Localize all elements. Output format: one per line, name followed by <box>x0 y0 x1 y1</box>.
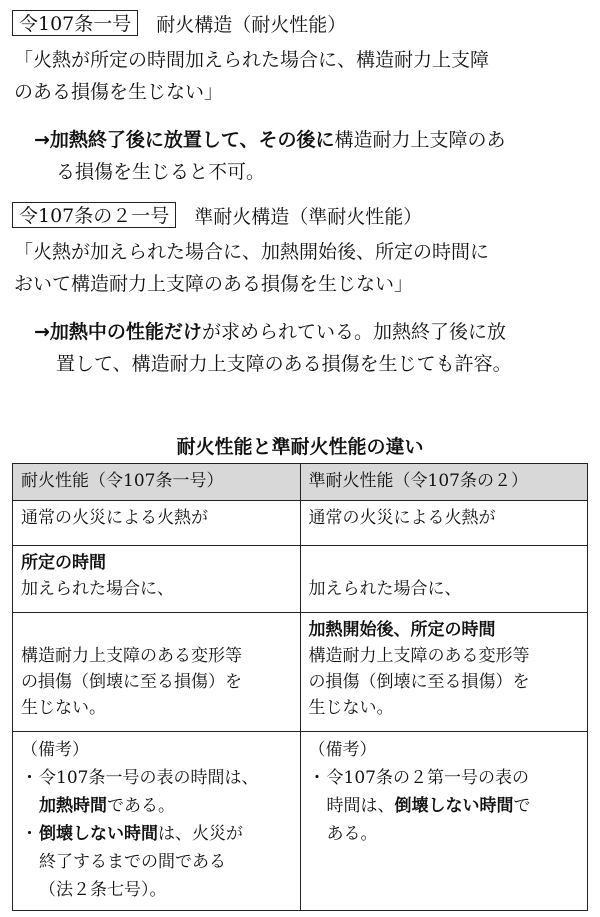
right-cell-damage <box>300 613 588 732</box>
left-note-2-text: （法２条七号）。 <box>39 880 167 900</box>
right-cell-time <box>300 546 588 613</box>
right-note-1-text: ある。 <box>326 824 378 844</box>
left-notes <box>13 732 301 911</box>
left-cell-damage <box>13 613 301 732</box>
section-1-emphasis: 加熱終了後に放置して、その後に <box>49 129 335 151</box>
section-2-quote-line: 「火熱が加えられた場合に、加熱開始後、所定の時間に <box>14 241 490 263</box>
section-2-quote <box>14 236 588 300</box>
header-fire-resistance: 耐火性能（令107条一号） <box>13 464 301 501</box>
arrow-icon: → <box>34 129 50 151</box>
section-1-note-text: 構造耐力上支障のあ <box>334 129 506 151</box>
section-1-title: 耐火構造（耐火性能） <box>156 13 347 36</box>
right-note-1 <box>309 764 580 848</box>
left-cell-fire: 通常の火災による火熱が <box>13 501 301 546</box>
table-row <box>13 501 588 546</box>
right-damage-line: 生じない。 <box>308 698 394 718</box>
comparison-table <box>12 463 588 911</box>
section-1-quote-line: のある損傷を生じない」 <box>14 81 224 103</box>
arrow-icon: → <box>34 321 50 343</box>
left-note-2 <box>21 820 292 904</box>
left-note-1 <box>21 764 292 820</box>
table-row <box>13 546 588 613</box>
section-2-note-line: 置して、構造耐力上支障のある損傷を生じても許容。 <box>56 353 512 375</box>
left-damage-line: の損傷（倒壊に至る損傷）を <box>21 672 242 692</box>
section-2-note <box>34 316 590 380</box>
left-cell-time <box>13 546 301 613</box>
section-1-note-line <box>34 124 590 156</box>
section-2-title: 準耐火構造（準耐火性能） <box>194 205 423 228</box>
right-cell-fire: 通常の火災による火熱が <box>300 501 588 546</box>
table-header-row <box>13 464 588 501</box>
header-quasi-fire-resistance: 準耐火性能（令107条の２） <box>300 464 588 501</box>
right-note-1-tail: で <box>513 796 531 816</box>
section-1-quote-line: 「火熱が所定の時間加えられた場合に、構造耐力上支障 <box>14 49 490 71</box>
left-time-emphasis: 所定の時間 <box>21 553 106 573</box>
left-note-2-text: 終了するまでの間である <box>39 852 226 872</box>
section-1-tag: 令107条一号 <box>12 10 138 36</box>
left-note-2-tail: は、火災が <box>158 824 243 844</box>
right-time-text: 加えられた場合に、 <box>308 579 462 599</box>
right-note-1-pre: 時間は、 <box>326 796 395 816</box>
section-2-quote-line: おいて構造耐力上支障のある損傷を生じない」 <box>14 273 414 295</box>
section-1-note <box>34 124 590 188</box>
left-time-text: 加えられた場合に、 <box>21 579 174 599</box>
left-note-1-tail: である。 <box>107 796 175 816</box>
left-note-1-text: 令107条一号の表の時間は、 <box>39 768 259 788</box>
section-2-emphasis: 加熱中の性能だけ <box>49 321 202 343</box>
left-damage-line: 構造耐力上支障のある変形等 <box>21 646 242 666</box>
left-note-2-emphasis: 倒壊しない時間 <box>39 824 158 844</box>
section-2-tag: 令107条の２一号 <box>12 202 176 228</box>
left-damage-line: 生じない。 <box>21 698 106 718</box>
section-2-header <box>12 200 422 230</box>
section-1-quote <box>14 44 588 108</box>
table-caption: 耐火性能と準耐火性能の違い <box>176 436 424 458</box>
section-2-note-text: が求められている。加熱終了後に放 <box>201 321 506 343</box>
right-note-1-text: 令107条の２第一号の表の <box>326 768 529 788</box>
bullet-icon: ・ <box>308 768 326 788</box>
left-note-1-emphasis: 加熱時間 <box>39 796 107 816</box>
right-notes <box>300 732 588 911</box>
right-note-1-emphasis: 倒壊しない時間 <box>394 796 514 816</box>
right-damage-emphasis: 加熱開始後、所定の時間 <box>308 620 496 640</box>
section-1-header <box>12 8 346 38</box>
right-damage-line: 構造耐力上支障のある変形等 <box>308 646 530 666</box>
table-row <box>13 613 588 732</box>
left-note-heading: （備考） <box>21 740 89 760</box>
right-note-heading: （備考） <box>308 740 377 760</box>
section-2-note-line <box>34 316 590 348</box>
section-1-note-line: る損傷を生じると不可。 <box>56 161 266 183</box>
bullet-icon: ・ <box>21 824 38 844</box>
right-damage-line: の損傷（倒壊に至る損傷）を <box>308 672 530 692</box>
bullet-icon: ・ <box>21 768 38 788</box>
table-notes-row <box>13 732 588 911</box>
